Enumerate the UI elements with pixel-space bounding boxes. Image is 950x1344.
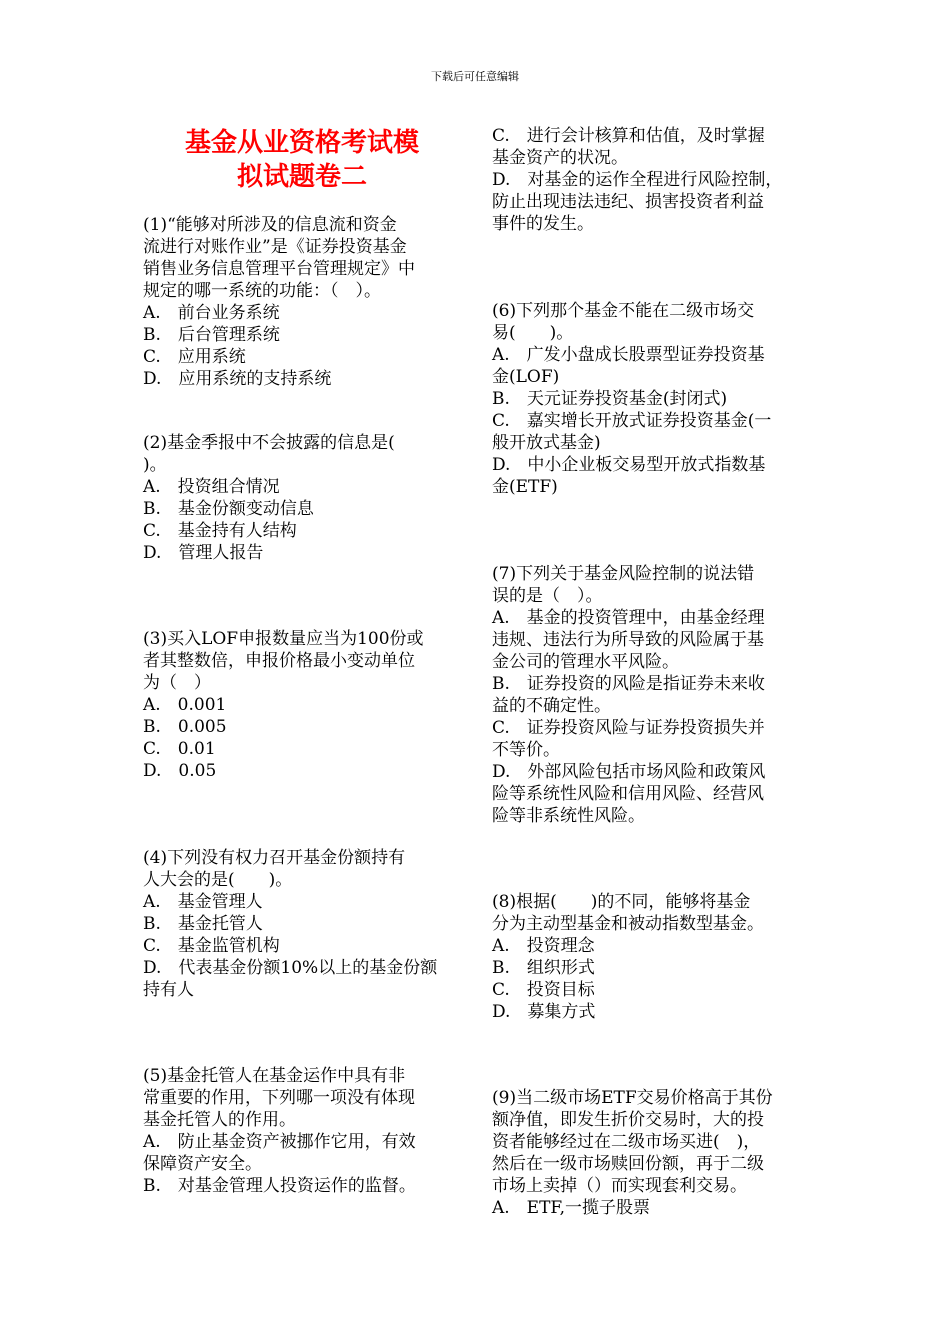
q4-option: A. 基金管理人 [143,892,263,912]
page-header-note: 下载后可任意编辑 [431,70,519,83]
q5-option: D. 对基金的运作全程进行风险控制， [492,170,783,190]
q1-stem-line: 流进行对账作业”是《证券投资基金 [143,237,407,257]
question-8 [492,891,810,1023]
q5-stem-line: 基金托管人的作用。 [143,1110,296,1130]
q4-option: B. 基金托管人 [143,914,263,934]
q1-stem-line: (1)“能够对所涉及的信息流和资金 [143,215,397,235]
q8-option: A. 投资理念 [492,936,595,956]
q4-option: C. 基金监管机构 [143,936,280,956]
q2-stem-line: (2)基金季报中不会披露的信息是( [143,433,395,453]
q8-option: C. 投资目标 [492,980,595,1000]
q3-stem-line: 为（ ） [143,673,211,693]
question-5 [143,1065,461,1197]
q7-stem-line: (7)下列关于基金风险控制的说法错 [492,564,755,584]
q5-option: C. 进行会计核算和估值，及时掌握 [492,126,765,146]
q7-option: A. 基金的投资管理中，由基金经理 [492,608,765,628]
q3-option: C. 0.01 [143,739,216,759]
question-9 [492,1087,810,1219]
q6-stem-line: (6)下列那个基金不能在二级市场交 [492,301,755,321]
q2-option: C. 基金持有人结构 [143,521,297,541]
q1-option: D. 应用系统的支持系统 [143,369,332,389]
q3-option: D. 0.05 [143,761,217,781]
q4-option: D. 代表基金份额10%以上的基金份额 [143,958,438,978]
q3-stem-line: 者其整数倍，申报价格最小变动单位 [143,651,415,671]
q5-option: 基金资产的状况。 [492,148,628,168]
q5-option: 事件的发生。 [492,214,594,234]
q3-option: A. 0.001 [143,695,227,715]
q9-stem-line: 资者能够经过在二级市场买进( )， [492,1132,761,1152]
q6-option: B. 天元证券投资基金(封闭式) [492,389,728,409]
q7-option: 不等价。 [492,740,560,760]
question-5-continued [492,125,810,235]
q5-stem-line: 常重要的作用，下列哪一项没有体现 [143,1088,415,1108]
q2-stem-line: )。 [143,455,167,475]
q7-option: 险等系统性风险和信用风险、经营风 [492,784,764,804]
q8-option: B. 组织形式 [492,958,595,978]
q3-stem-line: (3)买入LOF申报数量应当为100份或 [143,629,424,649]
q9-option: A. ETF,一揽子股票 [492,1198,650,1218]
q8-stem-line: 分为主动型基金和被动指数型基金。 [492,914,764,934]
q1-stem-line: 规定的哪一系统的功能：（ ）。 [143,281,381,301]
title-line-2: 拟试题卷二 [236,162,367,192]
q1-option: C. 应用系统 [143,347,246,367]
q5-stem-line: (5)基金托管人在基金运作中具有非 [143,1066,406,1086]
q8-stem-line: (8)根据( )的不同，能够将基金 [492,892,751,912]
q5-option: B. 对基金管理人投资运作的监督。 [143,1176,416,1196]
q2-option: D. 管理人报告 [143,543,264,563]
question-4 [143,847,461,1001]
q7-option: C. 证券投资风险与证券投资损失并 [492,718,765,738]
q6-option: 金(LOF) [492,367,560,387]
q4-stem-line: (4)下列没有权力召开基金份额持有 [143,848,406,868]
q7-option: 违规、违法行为所导致的风险属于基 [492,630,764,650]
q6-option: C. 嘉实增长开放式证券投资基金(一 [492,411,772,431]
q7-option: 益的不确定性。 [492,696,611,716]
q1-option: B. 后台管理系统 [143,325,280,345]
q6-option: 般开放式基金) [492,433,601,453]
question-3 [143,628,461,782]
title-line-1: 基金从业资格考试模 [184,128,419,158]
q6-option: A. 广发小盘成长股票型证券投资基 [492,345,765,365]
q4-option: 持有人 [143,980,194,1000]
question-7 [492,563,810,827]
q1-option: A. 前台业务系统 [143,303,280,323]
q5-option: 保障资产安全。 [143,1154,262,1174]
q2-option: A. 投资组合情况 [143,477,280,497]
question-2 [143,432,461,564]
question-6 [492,300,810,498]
q7-option: D. 外部风险包括市场风险和政策风 [492,762,766,782]
question-1 [143,214,461,390]
q7-option: 险等非系统性风险。 [492,806,645,826]
q1-stem-line: 销售业务信息管理平台管理规定》中 [143,259,415,279]
q6-stem-line: 易( )。 [492,323,574,343]
q9-stem-line: 然后在一级市场赎回份额，再于二级 [492,1154,764,1174]
q2-option: B. 基金份额变动信息 [143,499,314,519]
q7-stem-line: 误的是（ ）。 [492,586,603,606]
q6-option: 金(ETF) [492,477,558,497]
document-title [143,126,461,194]
q5-option: A. 防止基金资产被挪作它用，有效 [143,1132,416,1152]
q7-option: B. 证券投资的风险是指证券未来收 [492,674,765,694]
q9-stem-line: (9)当二级市场ETF交易价格高于其份 [492,1088,773,1108]
q8-option: D. 募集方式 [492,1002,596,1022]
q5-option: 防止出现违法违纪、损害投资者利益 [492,192,764,212]
q7-option: 金公司的管理水平风险。 [492,652,679,672]
q4-stem-line: 人大会的是( )。 [143,870,293,890]
q9-stem-line: 额净值，即发生折价交易时，大的投 [492,1110,764,1130]
q9-stem-line: 市场上卖掉（）而实现套利交易。 [492,1176,747,1196]
q6-option: D. 中小企业板交易型开放式指数基 [492,455,766,475]
q3-option: B. 0.005 [143,717,227,737]
